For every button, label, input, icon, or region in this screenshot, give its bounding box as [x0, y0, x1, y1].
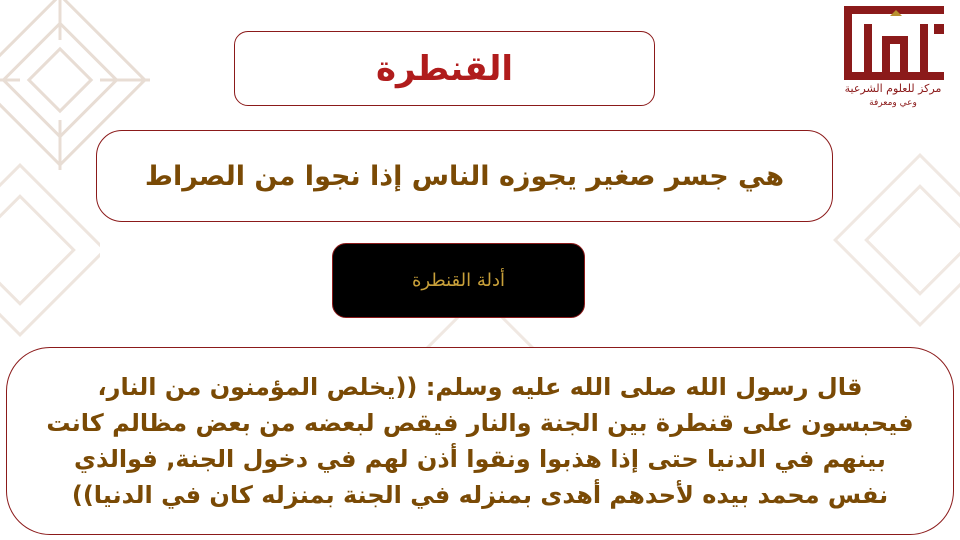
slide-title: القنطرة: [375, 48, 514, 89]
logo-tagline: وعي ومعرفة: [869, 98, 917, 108]
hadith-box: [6, 347, 954, 535]
hadith-text: قال رسول الله صلى الله عليه وسلم: ((يخلص المؤمنون من النار، فيحبسون على قنطرة بين الجنة والنار فيقص لبعضه من بعض مظالم كانت بينهم في الدنيا حتى إذا هذبوا ونقوا أذن لهم في دخول الجنة, فوالذي نفس محمد بيده لأحدهم أهدى بمنزله في الجنة بمنزله كان في الدنيا)): [46, 373, 914, 509]
ornament-mid-left: [0, 150, 100, 370]
logo: [834, 6, 954, 110]
evidence-heading: أدلة القنطرة: [411, 270, 506, 291]
definition-text: هي جسر صغير يجوزه الناس إذا نجوا من الصراط: [144, 160, 785, 192]
logo-subtitle: مركز للعلوم الشرعية: [844, 82, 942, 95]
definition-box: [96, 130, 833, 222]
ornament-right: [820, 130, 960, 350]
logo-mark-icon: [838, 6, 950, 80]
title-box: [234, 31, 655, 106]
evidence-heading-box: [332, 243, 585, 318]
